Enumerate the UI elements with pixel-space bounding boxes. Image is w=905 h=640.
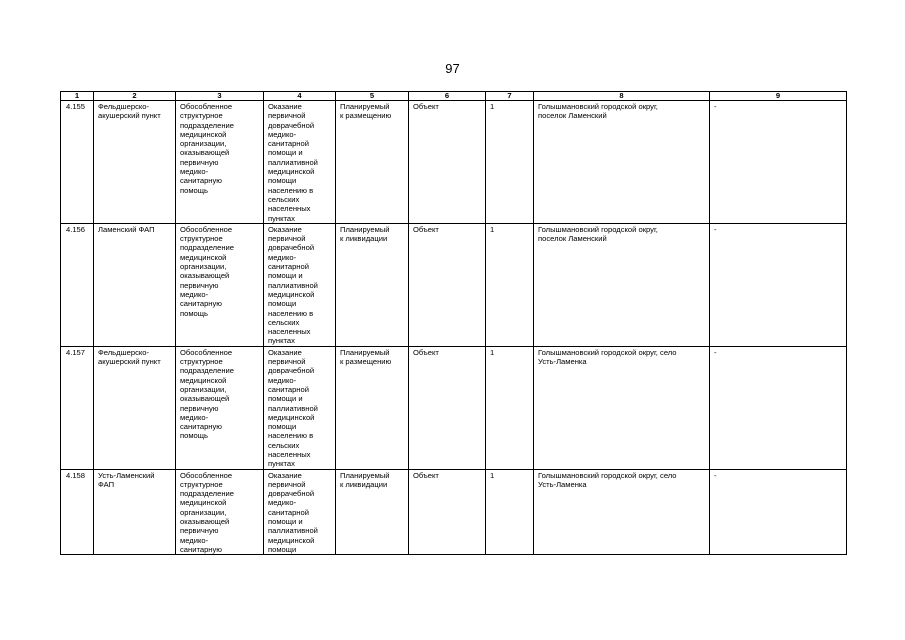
header-row xyxy=(61,92,847,101)
object-count: 1 xyxy=(486,346,534,469)
measure-unit: Объект xyxy=(409,223,486,346)
table-row xyxy=(61,469,847,555)
object-location: Голышмановский городской округ, поселок Ламенский xyxy=(534,101,710,224)
object-name: Фельдшерско- акушерский пункт xyxy=(94,346,176,469)
column-header: 9 xyxy=(710,92,847,101)
object-purpose: Оказание первичной доврачебной медико- санитарной помощи и паллиативной медицинской помощи xyxy=(264,469,336,555)
table-row xyxy=(61,346,847,469)
table-row xyxy=(61,223,847,346)
column-header: 7 xyxy=(486,92,534,101)
row-number: 4.157 xyxy=(61,346,94,469)
column-header: 4 xyxy=(264,92,336,101)
column-header: 2 xyxy=(94,92,176,101)
object-zone: - xyxy=(710,223,847,346)
object-status: Планируемый к ликвидации xyxy=(336,469,409,555)
object-name: Фельдшерско- акушерский пункт xyxy=(94,101,176,224)
column-header: 8 xyxy=(534,92,710,101)
measure-unit: Объект xyxy=(409,469,486,555)
column-header: 6 xyxy=(409,92,486,101)
object-type: Обособленное структурное подразделение медицинской организации, оказывающей первичную медико- санитарную помощь xyxy=(176,101,264,224)
object-purpose: Оказание первичной доврачебной медико- санитарной помощи и паллиативной медицинской помощи населению в сельских населенных пунктах xyxy=(264,101,336,224)
object-count: 1 xyxy=(486,223,534,346)
object-status: Планируемый к размещению xyxy=(336,101,409,224)
object-type: Обособленное структурное подразделение медицинской организации, оказывающей первичную медико- санитарную помощь xyxy=(176,346,264,469)
measure-unit: Объект xyxy=(409,346,486,469)
row-number: 4.155 xyxy=(61,101,94,224)
object-name: Ламенский ФАП xyxy=(94,223,176,346)
object-zone: - xyxy=(710,101,847,224)
object-zone: - xyxy=(710,469,847,555)
object-status: Планируемый к размещению xyxy=(336,346,409,469)
object-type: Обособленное структурное подразделение медицинской организации, оказывающей первичную медико- санитарную помощь xyxy=(176,223,264,346)
registry-table xyxy=(60,91,847,555)
object-name: Усть-Ламенский ФАП xyxy=(94,469,176,555)
object-purpose: Оказание первичной доврачебной медико- санитарной помощи и паллиативной медицинской помощи населению в сельских населенных пунктах xyxy=(264,223,336,346)
measure-unit: Объект xyxy=(409,101,486,224)
column-header: 5 xyxy=(336,92,409,101)
object-status: Планируемый к ликвидации xyxy=(336,223,409,346)
object-location: Голышмановский городской округ, село Усть-Ламенка xyxy=(534,346,710,469)
object-count: 1 xyxy=(486,469,534,555)
row-number: 4.156 xyxy=(61,223,94,346)
object-location: Голышмановский городской округ, поселок Ламенский xyxy=(534,223,710,346)
object-type: Обособленное структурное подразделение медицинской организации, оказывающей первичную медико- санитарную xyxy=(176,469,264,555)
object-zone: - xyxy=(710,346,847,469)
object-count: 1 xyxy=(486,101,534,224)
column-header: 1 xyxy=(61,92,94,101)
page-number: 97 xyxy=(445,61,460,76)
table-row xyxy=(61,101,847,224)
object-location: Голышмановский городской округ, село Усть-Ламенка xyxy=(534,469,710,555)
row-number: 4.158 xyxy=(61,469,94,555)
object-purpose: Оказание первичной доврачебной медико- санитарной помощи и паллиативной медицинской помощи населению в сельских населенных пунктах xyxy=(264,346,336,469)
column-header: 3 xyxy=(176,92,264,101)
